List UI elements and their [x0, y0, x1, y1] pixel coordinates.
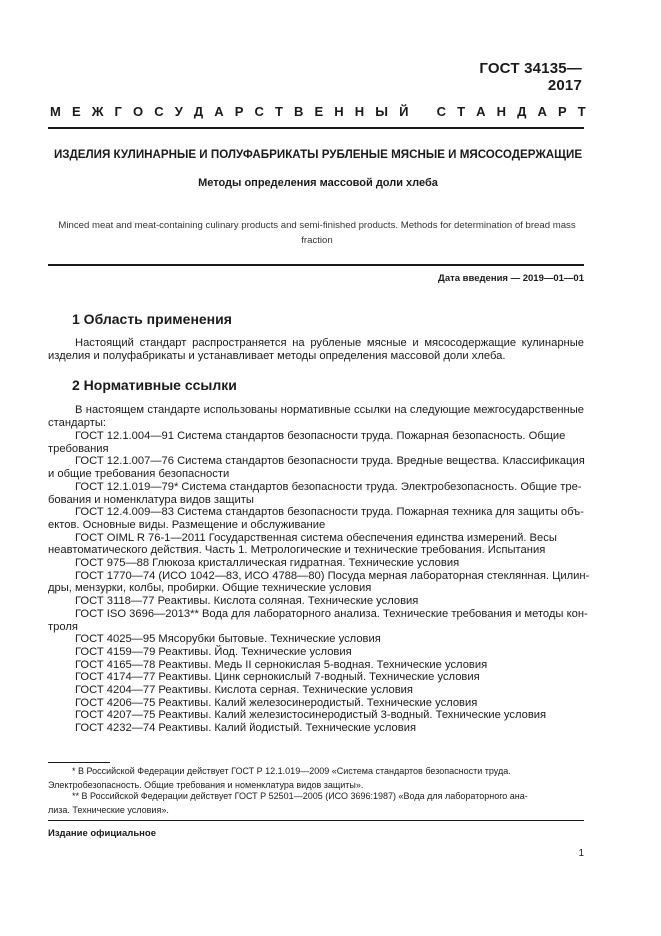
reference-line: ГОСТ 12.4.009—83 Система стандартов безопасности труда. Пожарная техника для защиты объ- — [75, 506, 584, 519]
section-1-text — [48, 337, 584, 363]
standard-type-letter: А — [476, 104, 486, 119]
page-number: 1 — [578, 848, 584, 859]
english-title: Minced meat and meat-containing culinary products and semi-finished products. Methods for determination of bread mass fraction — [58, 220, 576, 246]
reference-line: ГОСТ ISO 3696—2013** Вода для лабораторного анализа. Технические требования и методы кон- — [75, 607, 588, 620]
standard-type-letter: С — [436, 104, 447, 119]
introduction-date: Дата введения — 2019—01—01 — [438, 273, 584, 284]
standard-type-letter: Е — [314, 104, 324, 119]
standard-type-letter: Д — [517, 104, 527, 119]
standard-type-letter: А — [214, 104, 224, 119]
footnote-1-line-1: * В Российской Федерации действует ГОСТ Р 12.1.019—2009 «Система стандартов безопасности труда. — [72, 766, 511, 776]
section-1-paragraph: Настоящий стандарт распространяется на рубленые мясные и мясосодержащие кулинарные изделия и полуфабрикаты и устанавливает методы определения массовой доли хлеба. — [48, 337, 584, 362]
reference-line: ГОСТ 4025—95 Мясорубки бытовые. Технические условия — [75, 633, 381, 646]
standard-type-letter: Р — [557, 104, 567, 119]
section-2-intro-text: В настоящем стандарте использованы нормативные ссылки на следующие межгосударственные стандарты: — [48, 404, 584, 429]
standard-type-letter: С — [154, 104, 164, 119]
normative-references-list — [48, 430, 590, 735]
standard-type-letter: Г — [114, 104, 122, 119]
reference-line: ГОСТ 12.1.007—76 Система стандартов безопасности труда. Вредные вещества. Классификация — [75, 455, 585, 468]
footnote-1-line-2: Электробезопасность. Общие требования и номенклатура видов защиты». — [48, 780, 364, 790]
standard-type-letter: У — [174, 104, 183, 119]
standard-type-letter: Ж — [91, 104, 104, 119]
standard-type-letter: Т — [577, 104, 586, 119]
reference-line: ГОСТ 4204—77 Реактивы. Кислота серная. Технические условия — [75, 684, 413, 697]
footnote-1 — [48, 764, 584, 792]
standard-type-letter: Р — [234, 104, 244, 119]
reference-line: ГОСТ 4174—77 Реактивы. Цинк сернокислый 7-водный. Технические условия — [75, 671, 480, 684]
title-bottom-rule — [48, 264, 584, 266]
reference-line: ГОСТ 4159—79 Реактивы. Йод. Технические условия — [75, 645, 352, 658]
reference-line: ГОСТ 4206—75 Реактивы. Калий железосинеродистый. Технические условия — [75, 696, 478, 709]
standard-type-heading — [50, 104, 586, 119]
reference-line: ГОСТ 12.1.004—91 Система стандартов безопасности труда. Пожарная безопасность. Общие — [75, 430, 566, 442]
standard-type-letter: В — [294, 104, 304, 119]
document-code: ГОСТ 34135—2017 — [479, 60, 582, 94]
standard-type-letter: Т — [275, 104, 283, 119]
footer-rule — [48, 820, 584, 821]
standard-type-letter: Й — [399, 104, 409, 119]
section-2-heading: 2 Нормативные ссылки — [72, 377, 237, 393]
reference-line: ГОСТ 3118—77 Реактивы. Кислота соляная. Технические условия — [75, 595, 419, 608]
reference-line-continuation: ектов. Основные виды. Размещение и обслуживание — [48, 518, 326, 531]
standard-type-letter: Д — [193, 104, 204, 119]
reference-line-continuation: дры, мензурки, колбы, пробирки. Общие технические условия — [48, 582, 372, 595]
reference-line: ГОСТ OIML R 76-1—2011 Государственная система обеспечения единства измерений. Весы — [75, 531, 557, 544]
standard-type-letter: Ы — [375, 104, 388, 119]
standard-type-letter: М — [50, 104, 61, 119]
section-1-heading: 1 Область применения — [72, 311, 232, 327]
footnote-2-line-2: лиза. Технические условия». — [48, 805, 169, 815]
standard-type-letter: Е — [71, 104, 81, 119]
footnote-separator — [48, 762, 110, 763]
footnote-2-line-1: ** В Российской Федерации действует ГОСТ Р 52501—2005 (ИСО 3696:1987) «Вода для лабораторного ана- — [72, 791, 528, 801]
reference-line: ГОСТ 1770—74 (ИСО 1042—83, ИСО 4788—80) Посуда мерная лабораторная стеклянная. Цилин- — [75, 569, 590, 582]
reference-line: ГОСТ 12.1.019—79* Система стандартов безопасности труда. Электробезопасность. Общие тре- — [75, 480, 582, 493]
reference-line-continuation: троля — [48, 620, 78, 633]
standard-type-letter: А — [537, 104, 547, 119]
standard-type-letter: О — [133, 104, 144, 119]
document-subtitle: Методы определения массовой доли хлеба — [198, 177, 438, 189]
footnote-2 — [48, 789, 584, 817]
standard-type-letter — [420, 104, 426, 119]
reference-line-continuation: неавтоматического действия. Часть 1. Метрологические и технические требования. Испытания — [48, 544, 546, 557]
reference-line-continuation: и общие требования безопасности — [48, 468, 230, 481]
standard-type-letter: Т — [457, 104, 466, 119]
top-rule — [48, 127, 584, 129]
standard-type-letter: Н — [354, 104, 365, 119]
section-2-intro — [48, 404, 584, 430]
standard-type-letter: С — [254, 104, 264, 119]
reference-line: ГОСТ 4232—74 Реактивы. Калий йодистый. Технические условия — [75, 722, 417, 735]
document-title: ИЗДЕЛИЯ КУЛИНАРНЫЕ И ПОЛУФАБРИКАТЫ РУБЛЕНЫЕ МЯСНЫЕ И МЯСОСОДЕРЖАЩИЕ — [53, 148, 583, 161]
reference-line-continuation: требования — [48, 442, 109, 455]
reference-line-continuation: бования и номенклатура видов защиты — [48, 493, 254, 506]
standard-type-letter: Н — [496, 104, 507, 119]
official-edition-label: Издание официальное — [48, 828, 156, 839]
standard-type-letter: Н — [334, 104, 344, 119]
reference-line: ГОСТ 4207—75 Реактивы. Калий железистосинеродистый 3-водный. Технические условия — [75, 709, 547, 722]
reference-line: ГОСТ 975—88 Глюкоза кристаллическая гидратная. Технические условия — [75, 557, 460, 570]
reference-line: ГОСТ 4165—78 Реактивы. Медь II сернокислая 5-водная. Технические условия — [75, 658, 488, 671]
